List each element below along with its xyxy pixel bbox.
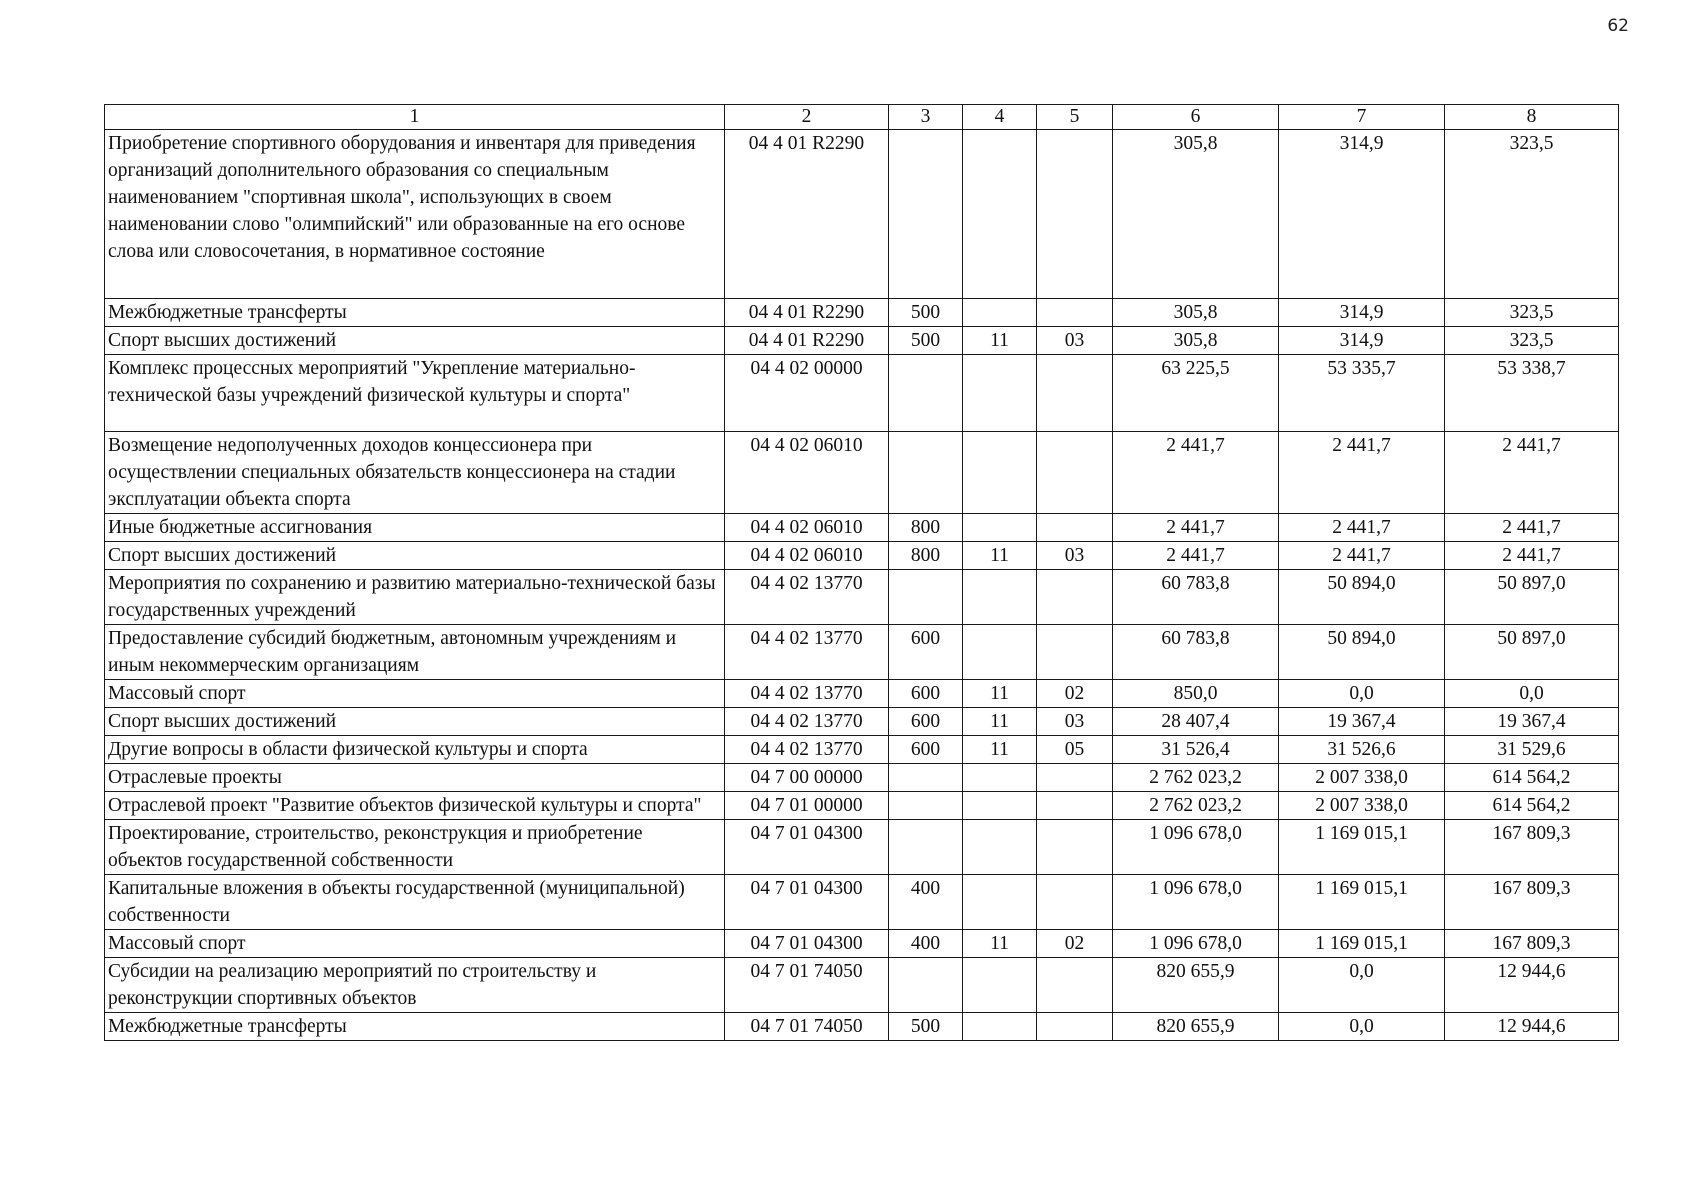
- row-col5: [1037, 792, 1113, 820]
- row-value-8: 614 564,2: [1445, 764, 1619, 792]
- row-col4: 11: [963, 327, 1037, 355]
- row-code: 04 4 01 R2290: [725, 299, 889, 327]
- row-value-7: 0,0: [1279, 680, 1445, 708]
- row-col5: [1037, 570, 1113, 625]
- row-name: Приобретение спортивного оборудования и инвентаря для приведения организаций дополнительного образования со специальным наименованием "спортивная школа", использующих в своем наименовании слово "олимпийский" или образованные на его основе слова или словосочетания, в нормативное состояние: [105, 130, 725, 299]
- row-name: Спорт высших достижений: [105, 542, 725, 570]
- row-col3: [889, 958, 963, 1013]
- row-name: Отраслевой проект "Развитие объектов физической культуры и спорта": [105, 792, 725, 820]
- row-col3: 500: [889, 299, 963, 327]
- row-col5: 03: [1037, 708, 1113, 736]
- row-col4: [963, 820, 1037, 875]
- row-value-8: 2 441,7: [1445, 432, 1619, 514]
- row-col5: [1037, 764, 1113, 792]
- table-row: [105, 820, 1619, 875]
- row-value-7: 1 169 015,1: [1279, 930, 1445, 958]
- row-name: Возмещение недополученных доходов концессионера при осуществлении специальных обязательств концессионера на стадии эксплуатации объекта спорта: [105, 432, 725, 514]
- table-row: [105, 299, 1619, 327]
- row-code: 04 7 01 04300: [725, 875, 889, 930]
- row-name: Спорт высших достижений: [105, 708, 725, 736]
- table-row: [105, 792, 1619, 820]
- table-row: [105, 130, 1619, 299]
- row-col4: [963, 764, 1037, 792]
- row-col4: [963, 432, 1037, 514]
- row-value-6: 850,0: [1113, 680, 1279, 708]
- row-value-6: 2 441,7: [1113, 432, 1279, 514]
- header-cell-8: 8: [1445, 105, 1619, 130]
- header-cell-4: 4: [963, 105, 1037, 130]
- row-col5: [1037, 514, 1113, 542]
- row-code: 04 4 02 13770: [725, 570, 889, 625]
- header-cell-2: 2: [725, 105, 889, 130]
- row-code: 04 4 02 06010: [725, 432, 889, 514]
- row-value-6: 820 655,9: [1113, 958, 1279, 1013]
- row-col3: [889, 764, 963, 792]
- row-col5: 03: [1037, 327, 1113, 355]
- row-col3: [889, 792, 963, 820]
- row-value-6: 28 407,4: [1113, 708, 1279, 736]
- row-col4: 11: [963, 736, 1037, 764]
- row-name: Спорт высших достижений: [105, 327, 725, 355]
- table-row: [105, 625, 1619, 680]
- row-code: 04 7 01 74050: [725, 958, 889, 1013]
- table-row: [105, 736, 1619, 764]
- row-value-6: 1 096 678,0: [1113, 930, 1279, 958]
- row-col4: 11: [963, 708, 1037, 736]
- row-value-6: 305,8: [1113, 130, 1279, 299]
- header-cell-5: 5: [1037, 105, 1113, 130]
- row-value-7: 19 367,4: [1279, 708, 1445, 736]
- row-col5: 02: [1037, 930, 1113, 958]
- row-name: Капитальные вложения в объекты государственной (муниципальной) собственности: [105, 875, 725, 930]
- table-row: [105, 875, 1619, 930]
- table-row: [105, 930, 1619, 958]
- row-col4: [963, 299, 1037, 327]
- row-name: Иные бюджетные ассигнования: [105, 514, 725, 542]
- header-cell-7: 7: [1279, 105, 1445, 130]
- row-value-6: 2 441,7: [1113, 542, 1279, 570]
- header-cell-1: 1: [105, 105, 725, 130]
- row-name: Межбюджетные трансферты: [105, 1013, 725, 1041]
- row-value-8: 167 809,3: [1445, 930, 1619, 958]
- header-row: [105, 105, 1619, 130]
- row-code: 04 7 01 74050: [725, 1013, 889, 1041]
- row-name: Массовый спорт: [105, 680, 725, 708]
- row-col3: [889, 355, 963, 432]
- row-value-8: 53 338,7: [1445, 355, 1619, 432]
- row-value-6: 60 783,8: [1113, 625, 1279, 680]
- row-value-7: 1 169 015,1: [1279, 820, 1445, 875]
- row-name: Массовый спорт: [105, 930, 725, 958]
- row-value-8: 323,5: [1445, 299, 1619, 327]
- row-code: 04 7 00 00000: [725, 764, 889, 792]
- row-col5: [1037, 958, 1113, 1013]
- row-code: 04 7 01 04300: [725, 930, 889, 958]
- row-value-6: 31 526,4: [1113, 736, 1279, 764]
- row-value-7: 50 894,0: [1279, 570, 1445, 625]
- row-value-8: 31 529,6: [1445, 736, 1619, 764]
- row-value-6: 2 441,7: [1113, 514, 1279, 542]
- row-col3: 800: [889, 514, 963, 542]
- row-col3: 600: [889, 708, 963, 736]
- row-value-6: 1 096 678,0: [1113, 820, 1279, 875]
- row-col4: [963, 792, 1037, 820]
- row-value-7: 2 007 338,0: [1279, 792, 1445, 820]
- row-value-6: 1 096 678,0: [1113, 875, 1279, 930]
- row-value-7: 2 441,7: [1279, 514, 1445, 542]
- row-code: 04 4 02 13770: [725, 680, 889, 708]
- row-col4: [963, 130, 1037, 299]
- row-name: Комплекс процессных мероприятий "Укрепление материально-технической базы учреждений физической культуры и спорта": [105, 355, 725, 432]
- row-col3: [889, 432, 963, 514]
- row-value-6: 60 783,8: [1113, 570, 1279, 625]
- row-value-8: 0,0: [1445, 680, 1619, 708]
- row-col5: [1037, 355, 1113, 432]
- table-row: [105, 708, 1619, 736]
- row-value-7: 31 526,6: [1279, 736, 1445, 764]
- row-col3: [889, 130, 963, 299]
- page-number: 62: [1607, 16, 1629, 36]
- row-col4: 11: [963, 542, 1037, 570]
- row-col3: 600: [889, 680, 963, 708]
- row-col4: [963, 958, 1037, 1013]
- row-name: Субсидии на реализацию мероприятий по строительству и реконструкции спортивных объектов: [105, 958, 725, 1013]
- row-name: Отраслевые проекты: [105, 764, 725, 792]
- row-name: Другие вопросы в области физической культуры и спорта: [105, 736, 725, 764]
- table-row: [105, 514, 1619, 542]
- row-value-8: 167 809,3: [1445, 820, 1619, 875]
- row-code: 04 4 02 13770: [725, 708, 889, 736]
- row-col4: [963, 514, 1037, 542]
- table-row: [105, 958, 1619, 1013]
- table-row: [105, 432, 1619, 514]
- row-col3: 600: [889, 625, 963, 680]
- row-value-7: 314,9: [1279, 299, 1445, 327]
- row-col3: [889, 820, 963, 875]
- row-col4: [963, 355, 1037, 432]
- row-col4: [963, 875, 1037, 930]
- row-col4: [963, 570, 1037, 625]
- row-name: Межбюджетные трансферты: [105, 299, 725, 327]
- table-row: [105, 355, 1619, 432]
- row-col5: [1037, 1013, 1113, 1041]
- row-name: Предоставление субсидий бюджетным, автономным учреждениям и иным некоммерческим организациям: [105, 625, 725, 680]
- row-value-8: 19 367,4: [1445, 708, 1619, 736]
- row-value-8: 323,5: [1445, 327, 1619, 355]
- row-col3: 400: [889, 875, 963, 930]
- row-code: 04 4 02 06010: [725, 542, 889, 570]
- row-value-8: 12 944,6: [1445, 1013, 1619, 1041]
- row-code: 04 4 02 13770: [725, 625, 889, 680]
- row-code: 04 4 02 00000: [725, 355, 889, 432]
- table-row: [105, 1013, 1619, 1041]
- row-code: 04 7 01 04300: [725, 820, 889, 875]
- row-col3: 600: [889, 736, 963, 764]
- row-value-7: 2 441,7: [1279, 542, 1445, 570]
- row-value-8: 167 809,3: [1445, 875, 1619, 930]
- row-value-7: 53 335,7: [1279, 355, 1445, 432]
- row-name: Проектирование, строительство, реконструкция и приобретение объектов государственной собственности: [105, 820, 725, 875]
- row-col5: [1037, 875, 1113, 930]
- row-col5: 05: [1037, 736, 1113, 764]
- row-col4: 11: [963, 930, 1037, 958]
- row-value-7: 2 007 338,0: [1279, 764, 1445, 792]
- row-value-7: 314,9: [1279, 327, 1445, 355]
- header-cell-6: 6: [1113, 105, 1279, 130]
- row-value-7: 2 441,7: [1279, 432, 1445, 514]
- row-code: 04 4 01 R2290: [725, 327, 889, 355]
- row-value-7: 314,9: [1279, 130, 1445, 299]
- row-col3: 800: [889, 542, 963, 570]
- header-cell-3: 3: [889, 105, 963, 130]
- row-code: 04 4 01 R2290: [725, 130, 889, 299]
- row-value-6: 2 762 023,2: [1113, 764, 1279, 792]
- row-value-8: 323,5: [1445, 130, 1619, 299]
- row-value-6: 305,8: [1113, 327, 1279, 355]
- row-code: 04 7 01 00000: [725, 792, 889, 820]
- row-col5: [1037, 130, 1113, 299]
- row-value-6: 305,8: [1113, 299, 1279, 327]
- row-col3: 500: [889, 1013, 963, 1041]
- row-col5: [1037, 432, 1113, 514]
- row-col4: 11: [963, 680, 1037, 708]
- row-col5: 02: [1037, 680, 1113, 708]
- row-value-8: 50 897,0: [1445, 625, 1619, 680]
- row-value-7: 50 894,0: [1279, 625, 1445, 680]
- row-code: 04 4 02 13770: [725, 736, 889, 764]
- row-code: 04 4 02 06010: [725, 514, 889, 542]
- row-value-6: 63 225,5: [1113, 355, 1279, 432]
- row-col3: 500: [889, 327, 963, 355]
- row-value-8: 614 564,2: [1445, 792, 1619, 820]
- row-col3: 400: [889, 930, 963, 958]
- row-value-7: 0,0: [1279, 1013, 1445, 1041]
- row-value-8: 12 944,6: [1445, 958, 1619, 1013]
- row-col5: [1037, 625, 1113, 680]
- table-row: [105, 542, 1619, 570]
- table-row: [105, 327, 1619, 355]
- row-value-8: 2 441,7: [1445, 514, 1619, 542]
- table-row: [105, 570, 1619, 625]
- table-row: [105, 764, 1619, 792]
- row-value-7: 1 169 015,1: [1279, 875, 1445, 930]
- row-value-6: 2 762 023,2: [1113, 792, 1279, 820]
- table-row: [105, 680, 1619, 708]
- row-col4: [963, 625, 1037, 680]
- row-col5: [1037, 299, 1113, 327]
- row-col5: [1037, 820, 1113, 875]
- budget-table: [104, 104, 1619, 1041]
- row-col3: [889, 570, 963, 625]
- row-value-6: 820 655,9: [1113, 1013, 1279, 1041]
- row-name: Мероприятия по сохранению и развитию материально-технической базы государственных учреждений: [105, 570, 725, 625]
- row-col4: [963, 1013, 1037, 1041]
- row-value-8: 2 441,7: [1445, 542, 1619, 570]
- row-value-8: 50 897,0: [1445, 570, 1619, 625]
- row-col5: 03: [1037, 542, 1113, 570]
- row-value-7: 0,0: [1279, 958, 1445, 1013]
